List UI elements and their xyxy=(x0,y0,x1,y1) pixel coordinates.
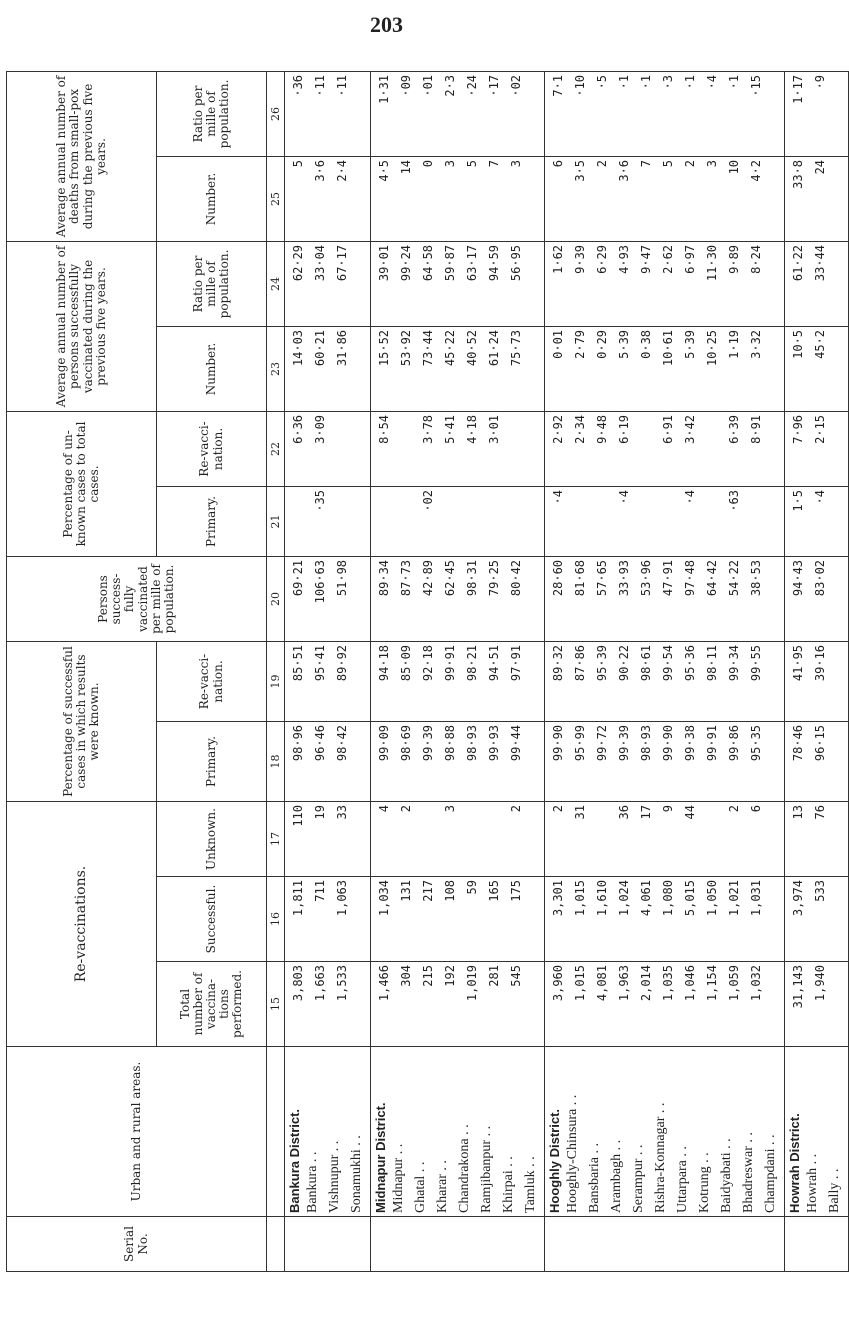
colnum-18: 18 xyxy=(267,721,285,801)
cell-c24: 1·62 9·39 6·29 4·93 9·47 2·62 6·97 11·30 9·89 8·24 xyxy=(545,241,785,326)
table-row xyxy=(545,71,785,1271)
cell-c16: 3,974 533 xyxy=(785,877,849,962)
cell-c26: 1·17 ·9 xyxy=(785,71,849,156)
cell-c19: 89·32 87·86 95·39 90·22 98·61 99·54 95·36 98·11 99·34 99·55 xyxy=(545,641,785,721)
header-revacc-1: Re-vacci- nation. xyxy=(157,641,267,721)
cell-c22: 2·92 2·34 9·48 6·19 6·91 3·42 6·39 8·91 xyxy=(545,411,785,486)
header-number-1: Number. xyxy=(157,326,267,411)
colnum-16: 16 xyxy=(267,877,285,962)
cell-c18: 99·90 95·99 99·72 99·39 98·93 99·90 99·38 99·91 99·86 95·35 xyxy=(545,721,785,801)
colnum-20: 20 xyxy=(267,556,285,641)
area-list: Bankura . . Vishnupur . . Sonamukhi . . xyxy=(305,1135,364,1213)
district-name: Midnapur District. xyxy=(373,1102,388,1213)
cell-c23: 14·03 60·21 31·86 xyxy=(285,326,371,411)
header-persons-rate: Persons success- fully vaccinated per mille of population. xyxy=(7,556,267,641)
cell-c18: 99·09 98·69 99·39 98·88 98·93 99·93 99·44 xyxy=(371,721,545,801)
table-row xyxy=(285,71,371,1271)
header-avg-vaccinated: Average annual number of persons successfully vaccinated during the previous five years. xyxy=(7,241,157,411)
cell-c15: 3,960 1,015 4,081 1,963 2,014 1,035 1,046 1,154 1,059 1,032 xyxy=(545,962,785,1047)
cell-c25: 6 3·5 2 3·6 7 5 2 3 10 4·2 xyxy=(545,156,785,241)
cell-c21: ·4 ·4 ·4 ·63 xyxy=(545,486,785,556)
colnum-26: 26 xyxy=(267,71,285,156)
cell-c16: 3,301 1,015 1,610 1,024 4,061 1,080 5,015 1,050 1,021 1,031 xyxy=(545,877,785,962)
cell-c20: 69·21 106·63 51·98 xyxy=(285,556,371,641)
area-list: Howrah . . Bally . . xyxy=(805,1153,842,1213)
cell-c24: 61·22 33·44 xyxy=(785,241,849,326)
cell-c23: 10·5 45·2 xyxy=(785,326,849,411)
cell-c26: ·36 ·11 ·11 xyxy=(285,71,371,156)
cell-c20: 94·43 83·02 xyxy=(785,556,849,641)
cell-c15: 1,466 304 215 192 1,019 281 545 xyxy=(371,962,545,1047)
page-number: 203 xyxy=(370,12,403,37)
area-list: Hooghly-Chinsura . . Bansbaria . . Arambagh . . Serampur . . Rishra-Konnagar . . Uttarpara . . Kotrung . . Baidyabati . . Bhadreswar . . Champdani . . xyxy=(565,1094,778,1213)
cell-c20: 28·60 81·68 57·65 33·93 53·96 47·91 97·48 64·42 54·22 38·53 xyxy=(545,556,785,641)
cell-c22: 8·54 3·78 5·41 4·18 3·01 xyxy=(371,411,545,486)
header-primary-1: Primary. xyxy=(157,721,267,801)
colnum-1 xyxy=(267,1217,285,1272)
header-number-2: Number. xyxy=(157,156,267,241)
header-ratio-1: Ratio per mille of population. xyxy=(157,241,267,326)
cell-c17: 110 19 33 xyxy=(285,801,371,876)
cell-c25: 33·8 24 xyxy=(785,156,849,241)
cell-c22: 6·36 3·09 xyxy=(285,411,371,486)
colnum-21: 21 xyxy=(267,486,285,556)
area-list: Midnapur . . Ghatal . . Kharar . . Chandrakona . . Ramjibanpur . . Khirpai . . Tamluk . . xyxy=(391,1124,538,1213)
column-number-row xyxy=(267,71,285,1271)
colnum-25: 25 xyxy=(267,156,285,241)
cell-c23: 0·01 2·79 0·29 5·39 0·38 10·61 5·39 10·25 1·19 3·32 xyxy=(545,326,785,411)
cell-c26: 1·31 ·09 ·01 2·3 ·24 ·17 ·02 xyxy=(371,71,545,156)
cell-c22: 7·96 2·15 xyxy=(785,411,849,486)
cell-c17: 4 2 3 2 xyxy=(371,801,545,876)
header-total: Total number of vaccina- tions performed. xyxy=(157,962,267,1047)
table-row xyxy=(785,71,849,1271)
cell-c18: 78·46 96·15 xyxy=(785,721,849,801)
colnum-23: 23 xyxy=(267,326,285,411)
district-name: Hooghly District. xyxy=(547,1108,562,1213)
colnum-19: 19 xyxy=(267,641,285,721)
cell-c19: 41·95 39·16 xyxy=(785,641,849,721)
colnum-24: 24 xyxy=(267,241,285,326)
cell-c16: 1,811 711 1,063 xyxy=(285,877,371,962)
colnum-17: 17 xyxy=(267,801,285,876)
cell-c25: 5 3·6 2·4 xyxy=(285,156,371,241)
cell-c21: 1·5 ·4 xyxy=(785,486,849,556)
header-revacc-2: Re-vacci- nation. xyxy=(157,411,267,486)
header-ratio-2: Ratio per mille of population. xyxy=(157,71,267,156)
cell-c24: 62·29 33·04 67·17 xyxy=(285,241,371,326)
cell-c19: 85·51 95·41 89·92 xyxy=(285,641,371,721)
cell-c15: 3,803 1,663 1,533 xyxy=(285,962,371,1047)
table-body xyxy=(285,71,849,1271)
header-successful: Successful. xyxy=(157,877,267,962)
header-avg-deaths: Average annual number of deaths from small-pox during the previous five years. xyxy=(7,71,157,241)
header-areas: Urban and rural areas. xyxy=(7,1047,267,1217)
header-pct-successful: Percentage of successful cases in which results were known. xyxy=(7,641,157,801)
cell-c21: ·35 xyxy=(285,486,371,556)
cell-c23: 15·52 53·92 73·44 45·22 40·52 61·24 75·73 xyxy=(371,326,545,411)
header-primary-2: Primary. xyxy=(157,486,267,556)
cell-c26: 7·1 ·10 ·5 ·1 ·1 ·3 ·1 ·4 ·1 ·15 xyxy=(545,71,785,156)
cell-c15: 31,143 1,940 xyxy=(785,962,849,1047)
cell-c20: 89·34 87·73 42·89 62·45 98·31 79·25 80·42 xyxy=(371,556,545,641)
cell-c17: 2 31 36 17 9 44 2 6 xyxy=(545,801,785,876)
cell-c16: 1,034 131 217 108 59 165 175 xyxy=(371,877,545,962)
colnum-15: 15 xyxy=(267,962,285,1047)
cell-c19: 94·18 85·09 92·18 99·91 98·21 94·51 97·91 xyxy=(371,641,545,721)
cell-c24: 39·01 99·24 64·58 59·87 63·17 94·59 56·95 xyxy=(371,241,545,326)
cell-c25: 4·5 14 0 3 5 7 3 xyxy=(371,156,545,241)
cell-c17: 13 76 xyxy=(785,801,849,876)
table-row xyxy=(371,71,545,1271)
header-pct-unknown: Percentage of un- known cases to total cases. xyxy=(7,411,157,556)
header-unknown: Unknown. xyxy=(157,801,267,876)
vaccination-statistics-table xyxy=(6,71,849,1272)
cell-c21: ·02 xyxy=(371,486,545,556)
header-revaccinations: Re-vaccinations. xyxy=(7,801,157,1046)
district-name: Bankura District. xyxy=(287,1108,302,1213)
district-name: Howrah District. xyxy=(787,1113,802,1213)
colnum-2 xyxy=(267,1047,285,1217)
cell-c18: 98·96 96·46 98·42 xyxy=(285,721,371,801)
colnum-22: 22 xyxy=(267,411,285,486)
header-serial: Serial No. xyxy=(7,1217,267,1272)
rotated-table-container xyxy=(6,72,842,1272)
